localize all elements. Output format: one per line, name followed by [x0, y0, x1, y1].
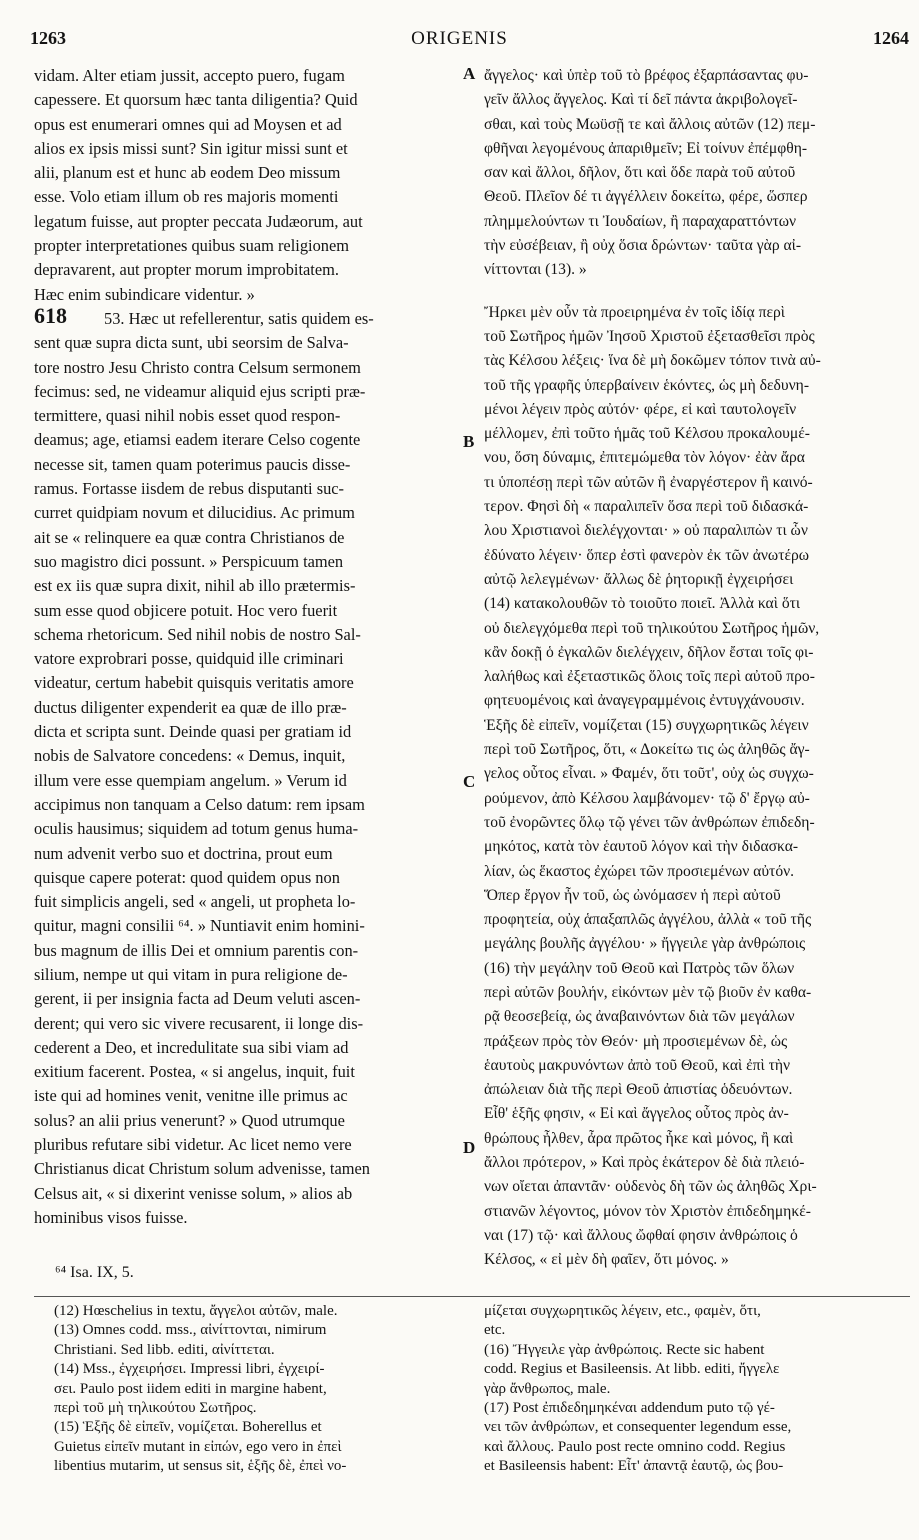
greek-text-line: Κέλσος, « εἰ μὲν δὴ φαῖεν, ὅτι μόνος. »	[484, 1251, 729, 1269]
note-line: etc.	[484, 1322, 506, 1339]
latin-text-line: exitium facerent. Postea, « si angelus, inquit, fuit	[34, 1062, 355, 1082]
latin-text-line: ait se « relinquere ea quæ contra Christianos de	[34, 527, 345, 547]
greek-text-line: νου, ὅση δύναμις, ἐπιτεμώμεθα τὸν λόγον· ἐὰν ἄρα	[484, 449, 805, 467]
latin-text-line: suo magistro dici possunt. » Perspicuum tamen	[34, 551, 344, 571]
latin-text-line: ramus. Fortasse iisdem de rebus disputanti suc-	[34, 479, 345, 499]
note-line: νει τῶν ἀνθρώπων, et consequenter legendum esse,	[484, 1419, 792, 1436]
latin-text-line: gerent, ii per insignia facta ad Deum veluti ascen-	[34, 989, 361, 1009]
latin-text-line: solus? an alii prius venerunt? » Quod utrumque	[34, 1110, 345, 1130]
latin-text-line: vatore exprobrari posse, quidquid ille criminari	[34, 649, 344, 669]
latin-text-line: Christianus dicat Christum solum advenisse, tamen	[34, 1159, 370, 1179]
greek-column	[484, 64, 910, 1273]
greek-text-line: τοῦ τῆς γραφῆς ὑπερβαίνειν ἑκόντες, ὡς μὴ δεδυνη-	[484, 376, 810, 394]
greek-text-line: Θεοῦ. Πλεῖον δέ τι ἀγγέλλειν δοκείτω, φέρε, ὥσπερ	[484, 188, 808, 206]
note-line: codd. Regius et Basileensis. At libb. editi, ἤγγελε	[484, 1361, 780, 1378]
note-line: μίζεται συγχωρητικῶς λέγειν, etc., φαμὲν, ὅτι,	[484, 1303, 761, 1319]
latin-text-line: esse. Volo etiam illum ob res majoris momenti	[34, 187, 339, 207]
latin-text-line: bus magnum de illis Dei et omnium parentis con-	[34, 940, 359, 960]
margin-marker-c: C	[463, 772, 476, 791]
greek-text-line: (16) τὴν μεγάλην τοῦ Θεοῦ καὶ Πατρὸς τῶν ὅλων	[484, 959, 795, 977]
greek-text-line: ρούμενον, ἀπὸ Κέλσου λαμβάνομεν· τῷ δ' ἔργῳ αὐ-	[484, 789, 810, 807]
margin-marker-d: D	[463, 1138, 476, 1157]
latin-text-line: num advenit verbo suo et doctrina, prout eum	[34, 843, 333, 863]
latin-text-line: capessere. Et quorsum hæc tanta diligentia? Quid	[34, 90, 358, 110]
latin-text-line: illum vere esse quempiam angelum. » Verum id	[34, 770, 347, 790]
latin-text-line: oculis hausimus; siquidem ad totum genus huma-	[34, 819, 359, 839]
note-line: καὶ ἄλλους. Paulo post recte omnino codd. Regius	[484, 1438, 786, 1455]
greek-text-line: τοῦ Σωτῆρος ἡμῶν Ἰησοῦ Χριστοῦ ἐξετασθεῖσι πρὸς	[484, 327, 815, 345]
greek-text-line: ναι (17) τῷ· καὶ ἄλλους ὤφθαί φησιν ἀνθρώποις ὁ	[484, 1226, 798, 1244]
greek-main-block	[484, 301, 910, 1273]
greek-text-line: νίττονται (13). »	[484, 261, 587, 279]
greek-text-line: αὐτῷ λελεγμένων· ἄλλως δὲ ῥητορικῇ ἐγχειρήσει	[484, 570, 794, 588]
latin-text-line: sent quæ supra dicta sunt, ubi seorsim de Salva-	[34, 333, 349, 353]
note-line: Christiani. Sed libb. editi, αἰνίττεται.	[54, 1341, 275, 1358]
note-line: (14) Mss., ἐγχειρήσει. Impressi libri, ἐγχειρί-	[54, 1361, 325, 1378]
latin-text-line: Hæc enim subindicare videntur. »	[34, 284, 255, 304]
latin-text-line: fecimus: sed, ne videamur aliquid ejus scripti præ-	[34, 381, 366, 401]
latin-text-line: nobis de Salvatore concedens: « Demus, inquit,	[34, 746, 346, 766]
greek-text-line: ἄγγελος· καὶ ὑπὲρ τοῦ τὸ βρέφος ἐξαρπάσαντας φυ-	[484, 67, 809, 84]
greek-text-line: Ὅπερ ἔργον ἦν τοῦ, ὡς ὠνόμασεν ἡ περὶ αὐτοῦ	[484, 886, 781, 904]
latin-text-line: accipimus non tanquam a Celso datum: rem ipsam	[34, 794, 365, 814]
greek-text-line: προφητεία, οὐχ ἁπαξαπλῶς ἀγγέλου, ἀλλὰ « τοῦ τῆς	[484, 911, 812, 929]
latin-text-line: propter interpretationes quibus suam religionem	[34, 236, 349, 256]
greek-text-line: μέλλομεν, ἐπὶ τοῦτο ἡμᾶς τοῦ Κέλσου προκαλουμέ-	[484, 425, 810, 443]
greek-text-line: λου Χριστιανοὶ διελέγχονται· » οὐ παραλιπὼν τι ὧν	[484, 522, 808, 540]
greek-text-line: γελος οὗτος εἶναι. » Φαμέν, ὅτι τοῦτ', οὐχ ὡς συγχω-	[484, 765, 814, 783]
greek-text-line: τὴν εὐσέβειαν, ἢ οὐχ ὅσια δρώντων· ταῦτα γὰρ αἰ-	[484, 237, 802, 255]
greek-text-line: ἀπώλειαν διὰ τῆς περὶ Θεοῦ ἀπιστίας ὁδευόντων.	[484, 1081, 793, 1099]
greek-text-line: ρᾷ θεοσεβείᾳ, ὡς ἀναβαινόντων διὰ τῶν μεγάλων	[484, 1008, 795, 1026]
note-line: Guietus εἰπεῖν mutant in εἰπών, ego vero in ἐπεὶ	[54, 1438, 342, 1455]
latin-text-line: ductus diligenter expenderit ea quæ de illo præ-	[34, 697, 347, 717]
greek-text-line: Ἤρκει μὲν οὖν τὰ προειρημένα ἐν τοῖς ἰδίᾳ περὶ	[484, 303, 785, 321]
greek-text-line: θρώπους ἦλθεν, ἆρα πρῶτος ἧκε καὶ μόνος, ἢ καὶ	[484, 1129, 794, 1147]
greek-text-line: μεγάλης βουλῆς ἀγγέλου· » ἤγγειλε γὰρ ἀνθρώποις	[484, 935, 806, 953]
greek-text-line: οὐ διελεγχόμεθα περὶ τοῦ τηλικούτου Σωτῆρος ἡμῶν,	[484, 619, 820, 637]
note-line: et Basileensis habent: Εἶτ' ἀπαντᾷ ἑαυτῷ, ὡς βου-	[484, 1458, 784, 1475]
critical-notes-left	[54, 1302, 454, 1477]
greek-text-line: μηκότος, κατὰ τὸν ἑαυτοῦ λόγον καὶ τὴν διδασκα-	[484, 838, 799, 856]
greek-text-line: Εἶθ' ἑξῆς φησιν, « Εἰ καὶ ἄγγελος οὗτος πρὸς ἀν-	[484, 1105, 789, 1123]
running-title: ORIGENIS	[411, 28, 508, 49]
greek-text-line: ἐδύνατο λέγειν· ὅπερ ἐστὶ φανερὸν ἐκ τῶν ἀνωτέρω	[484, 546, 810, 564]
greek-text-line: σθαι, καὶ τοὺς Μωϋσῇ τε καὶ ἄλλοις αὐτῶν (12) πεμ-	[484, 115, 816, 133]
latin-text-line: dicta et scripta sunt. Deinde quasi per gratiam id	[34, 722, 352, 742]
latin-text-line: derent; qui vero sic vivere recusarent, ii longe dis-	[34, 1013, 364, 1033]
greek-text-line: φθῆναι λεγομένους ἀπαριθμεῖν; Εἰ τοίνυν ἐπέμφθη-	[484, 139, 808, 157]
greek-text-line: σαν καὶ ἄλλοι, δῆλον, ὅτι καὶ ὅδε παρὰ τοῦ αὐτοῦ	[484, 164, 796, 182]
latin-text-line: deamus; age, etiamsi eadem iterare Celso cogente	[34, 430, 361, 450]
latin-text-line: schema rhetoricum. Sed nihil nobis de nostro Sal-	[34, 624, 361, 644]
margin-marker-a: A	[463, 64, 476, 83]
note-line: περὶ τοῦ μὴ τηλικούτου Σωτῆρος.	[54, 1399, 257, 1416]
critical-notes-right	[484, 1302, 910, 1477]
note-line: (13) Omnes codd. mss., αἰνίττονται, nimirum	[54, 1322, 327, 1339]
latin-text-line: videatur, certum habebit quisquis veritatis amore	[34, 673, 354, 693]
greek-text-line: στιανῶν λέγοντος, μόνον τὸν Χριστὸν ἐπιδεδημηκέ-	[484, 1202, 811, 1220]
latin-text-line: fuit simplicis angeli, sed « angeli, ut propheta lo-	[34, 892, 356, 912]
note-line: γὰρ ἄνθρωπος, male.	[484, 1380, 611, 1397]
greek-text-line: τοῦ ἐνορῶντες ὅλῳ τῷ γένει τῶν ἀνθρώπων ἐπιδεδη-	[484, 813, 815, 831]
latin-text-line: necesse sit, tamen quam poterimus paucis disse-	[34, 454, 351, 474]
section-folio-number: 618	[34, 303, 67, 328]
latin-text-line: 53. Hæc ut refellerentur, satis quidem es-	[104, 308, 374, 328]
paragraph-gap	[484, 283, 910, 301]
greek-text-line: λαλήθως καὶ ἐξεταστικῶς ὅλοις τοῖς περὶ αὐτοῦ προ-	[484, 668, 815, 686]
note-line: (15) Ἑξῆς δὲ εἰπεῖν, νομίζεται. Boherellus et	[54, 1419, 322, 1436]
latin-column	[34, 64, 457, 1230]
greek-text-line: πράξεων πρὸς τὸν Θεόν· μὴ προσιεμένων δὲ, ὡς	[484, 1032, 788, 1050]
latin-text-line: alii, planum est et hunc ab eodem Deo missum	[34, 163, 341, 183]
greek-top-block	[484, 64, 910, 283]
greek-text-line: Ἑξῆς δὲ εἰπεῖν, νομίζεται (15) συγχωρητικῶς λέγειν	[484, 716, 809, 734]
margin-marker-b: B	[463, 432, 475, 451]
page-number-left: 1263	[30, 28, 66, 48]
greek-text-line: περὶ τοῦ Σωτῆρος, ὅτι, « Δοκείτω τις ὡς ἀληθῶς ἄγ-	[484, 741, 810, 759]
greek-text-line: τερον. Φησὶ δὴ « παραλιπεῖν ὅσα περὶ τοῦ διδασκά-	[484, 498, 809, 516]
greek-text-line: (14) κατακολουθῶν τὸ τοιοῦτο ποιεῖ. Ἀλλὰ καὶ ὅτι	[484, 595, 801, 613]
latin-text-line: pluribus refutare sibi videtur. Ac licet nemo vere	[34, 1135, 352, 1155]
greek-text-line: νων οἴεται ἀπαντᾶν· οὐδενὸς δὴ τῶν ὡς ἀληθῶς Χρι-	[484, 1178, 817, 1196]
footnote-reference: ⁶⁴ Isa. IX, 5.	[55, 1264, 134, 1281]
note-line: σει. Paulo post iidem editi in margine habent,	[54, 1380, 327, 1397]
note-line: (17) Post ἐπιδεδημηκέναι addendum puto τῷ γέ-	[484, 1399, 775, 1416]
latin-text-line: termittere, quasi nihil nobis esset quod respon-	[34, 406, 341, 426]
latin-text-line: sum esse quod objicere potuit. Hoc vero fuerit	[34, 600, 338, 620]
latin-text-line: Celsus ait, « si dixerint venisse solum, » alios ab	[34, 1183, 353, 1203]
latin-text-line: hominibus visos fuisse.	[34, 1207, 188, 1227]
latin-text-line: iste qui ad homines venit, venitne ille primus ac	[34, 1086, 348, 1106]
latin-text-line: quitur, magni consilii ⁶⁴. » Nuntiavit enim homini-	[34, 916, 365, 936]
greek-text-line: τὰς Κέλσου λέξεις· ἵνα δὲ μὴ δοκῶμεν τόπον τινὰ αὐ-	[484, 352, 821, 370]
greek-text-line: μένοι λέγειν πρὸς αὐτόν· φέρε, εἰ καὶ ταυτολογεῖν	[484, 400, 797, 418]
greek-text-line: φητευομένοις καὶ ἀναγεγραμμένοις ἐντυγχάνουσιν.	[484, 692, 805, 710]
latin-text-line: depravarent, aut propter morum improbitatem.	[34, 260, 339, 280]
note-line: libentius mutarim, ut sensus sit, ἑξῆς δὲ, ἐπεὶ νο-	[54, 1458, 347, 1475]
notes-divider	[34, 1296, 910, 1297]
note-line: (12) Hœschelius in textu, ἄγγελοι αὐτῶν, male.	[54, 1303, 338, 1319]
greek-text-line: ἑαυτοὺς μακρυνόντων ἀπὸ τοῦ Θεοῦ, καὶ ἐπὶ τὴν	[484, 1056, 791, 1074]
note-line: (16) Ἤγγειλε γὰρ ἀνθρώποις. Recte sic habent	[484, 1341, 765, 1358]
page-header	[0, 28, 919, 60]
latin-text-line: curret quidpiam novum et dilucidius. Ac primum	[34, 503, 355, 523]
page-number-right: 1264	[873, 28, 909, 48]
latin-text-line: est ex iis quæ supra dixit, nihil ab illo prætermis-	[34, 576, 356, 596]
greek-text-line: τι ὑποπέσῃ περὶ τῶν αὐτῶν ἢ ἐναργέστερον ἢ καινό-	[484, 473, 813, 491]
greek-text-line: λίαν, ὡς ἕκαστος ἐχώρει τῶν προσιεμένων αὐτόν.	[484, 862, 795, 880]
latin-text-line: alios ex ipsis missi sunt? Sin igitur missi sunt et	[34, 138, 348, 158]
greek-text-line: κἂν δοκῇ ὁ ἐγκαλῶν διελέγχειν, δῆλον ἔσται τοῖς φι-	[484, 643, 814, 661]
latin-text-line: legatum fuisse, aut propter peccata Judæorum, aut	[34, 211, 363, 231]
greek-text-line: γεῖν ἄλλος ἄγγελος. Καὶ τί δεῖ πάντα ἀκριβολογεῖ-	[484, 91, 798, 109]
latin-text-line: quisque capere poterat: quod quidem opus non	[34, 867, 340, 887]
latin-text-line: vidam. Alter etiam jussit, accepto puero, fugam	[34, 66, 345, 85]
latin-text-line: silium, nempe ut qui vitam in pura religione de-	[34, 964, 348, 984]
latin-text-line: opus est enumerari omnes qui ad Moysen et ad	[34, 114, 342, 134]
latin-text-line: tore nostro Jesu Christo contra Celsum sermonem	[34, 357, 361, 377]
greek-text-line: περὶ αὐτῶν βουλήν, εἰκόντων μὲν τῷ βιοῦν ἐν καθα-	[484, 983, 812, 1001]
latin-text-line: cederent a Deo, et incredulitate sua sibi viam ad	[34, 1037, 349, 1057]
greek-text-line: πλημμελούντων τι Ἰουδαίων, ἢ παραχαραττόντων	[484, 212, 797, 230]
greek-text-line: ἄλλοι πρότερον, » Καὶ πρὸς ἑκάτερον δὲ διὰ πλειό-	[484, 1154, 805, 1172]
